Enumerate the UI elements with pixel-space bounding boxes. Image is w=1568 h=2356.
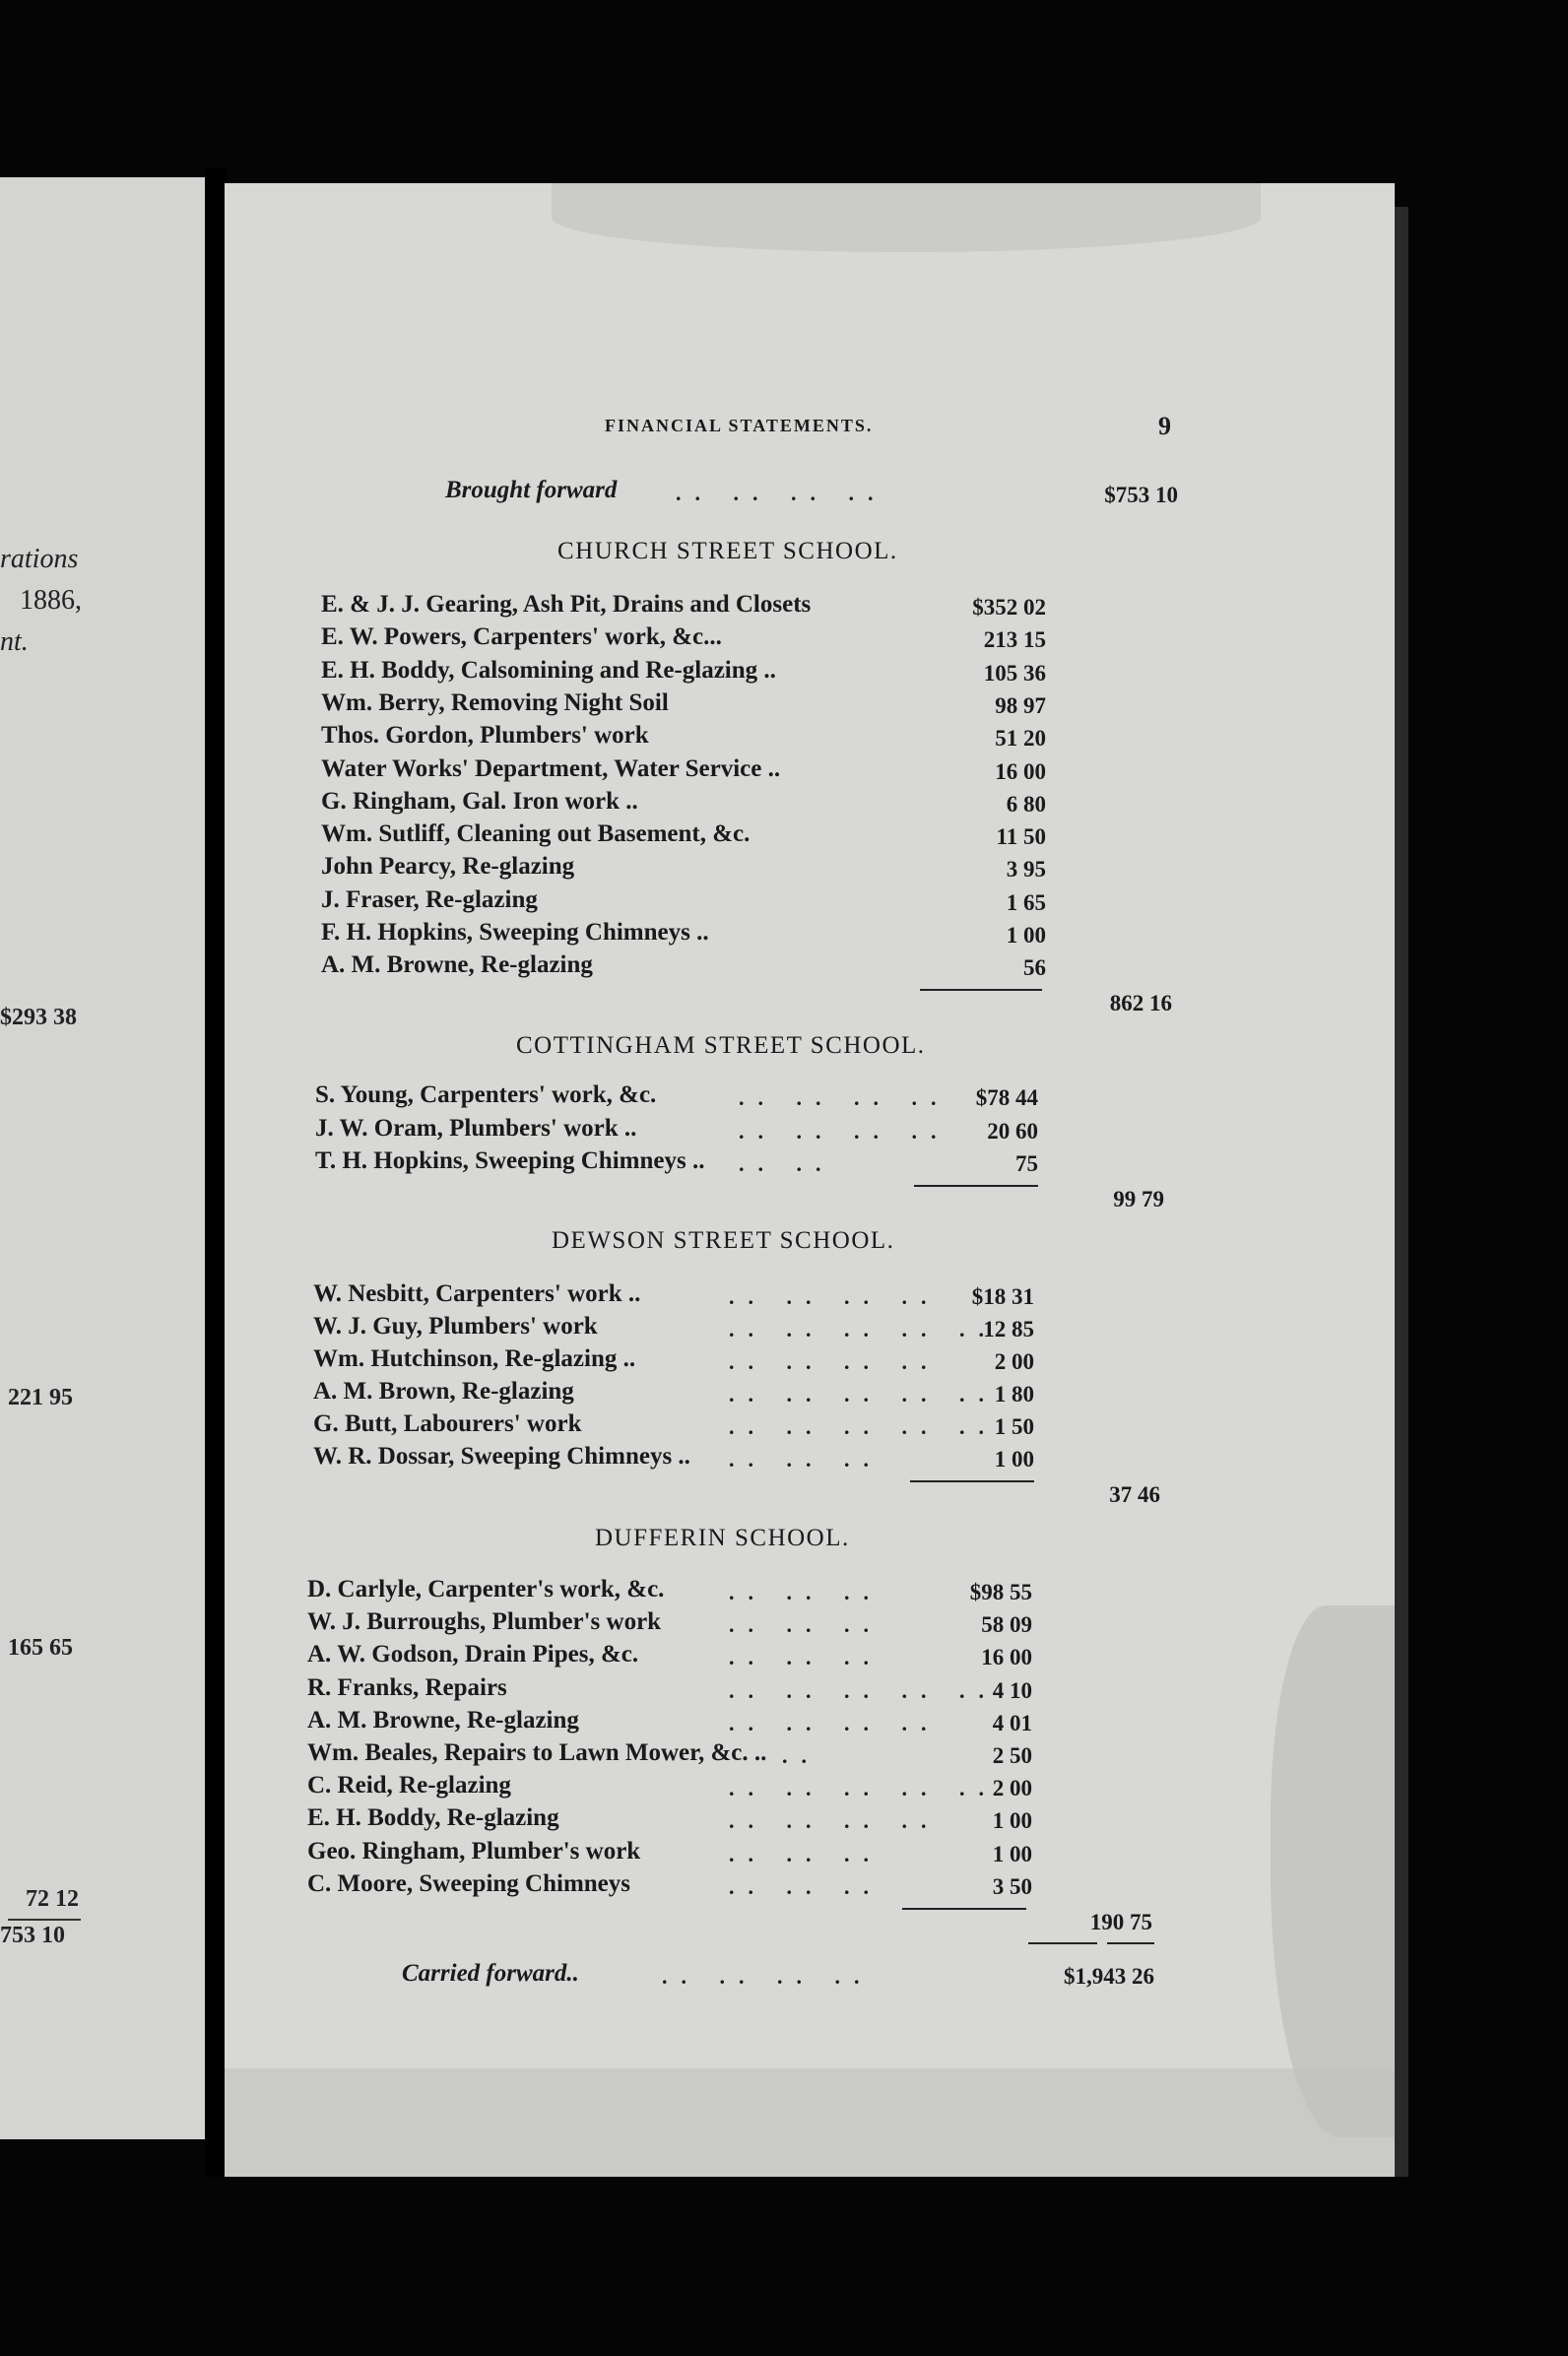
left-page-line: rations [0, 544, 79, 574]
entry-amount: 58 09 [981, 1612, 1032, 1638]
brought-forward-amount: $753 10 [1104, 483, 1178, 507]
leader-dots: .. .. .. .. .. [729, 1382, 998, 1407]
entry-description: A. W. Godson, Drain Pipes, &c. [307, 1641, 639, 1669]
entry-amount: 4 10 [992, 1677, 1032, 1703]
entry-amount: 20 60 [987, 1118, 1038, 1144]
entry-description: Wm. Berry, Removing Night Soil [321, 688, 669, 716]
carried-forward-label: Carried forward.. [402, 1960, 579, 1987]
entry-amount: 2 00 [992, 1776, 1032, 1801]
entry-amount: 4 01 [992, 1710, 1032, 1735]
entry-description: A. M. Browne, Re-glazing [307, 1706, 579, 1734]
page-gutter [205, 167, 227, 2177]
left-page-amount: 221 95 [8, 1385, 73, 1410]
subtotal-rule [910, 1480, 1034, 1482]
leader-dots: .. .. .. .. [729, 1284, 941, 1309]
entry-amount: 75 [1015, 1151, 1038, 1176]
entry-amount: 2 50 [992, 1743, 1032, 1768]
entry-description: G. Butt, Labourers' work [313, 1410, 582, 1437]
entry-description: J. Fraser, Re-glazing [321, 885, 538, 913]
previous-page-fragment [0, 177, 205, 2139]
entry-description: W. J. Guy, Plumbers' work [313, 1313, 598, 1340]
carried-forward-amount: $1,943 26 [1064, 1964, 1154, 1989]
entry-description: Wm. Hutchinson, Re-glazing .. [313, 1345, 636, 1372]
section-title: DUFFERIN SCHOOL. [595, 1525, 850, 1551]
paper-stain [1271, 1605, 1408, 2137]
entry-description: Thos. Gordon, Plumbers' work [321, 722, 649, 750]
leader-dots: .. .. .. .. .. [729, 1317, 998, 1342]
brought-forward-label: Brought forward [445, 477, 618, 503]
entry-amount: $352 02 [972, 595, 1046, 620]
entry-amount: $98 55 [969, 1580, 1032, 1604]
total-rule [1028, 1942, 1097, 1944]
entry-amount: 213 15 [983, 627, 1046, 653]
leader-dots: .. .. .. .. [739, 1118, 950, 1144]
paper-stain [552, 183, 1261, 252]
leader-dots: .. .. [739, 1151, 835, 1176]
entry-description: G. Ringham, Gal. Iron work .. [321, 787, 638, 815]
leader-dots: .. [782, 1743, 820, 1768]
entry-amount: 2 00 [994, 1349, 1034, 1374]
entry-description: Water Works' Department, Water Service .. [321, 754, 781, 782]
section-title: DEWSON STREET SCHOOL. [552, 1227, 895, 1254]
entry-amount: 56 [1023, 955, 1046, 981]
entry-amount: 1 80 [994, 1382, 1034, 1407]
entry-description: C. Moore, Sweeping Chimneys [307, 1869, 631, 1897]
leader-dots: .. .. .. .. [729, 1349, 941, 1374]
entry-description: E. H. Boddy, Calsomining and Re-glazing .. [321, 656, 776, 684]
entry-description: E. W. Powers, Carpenters' work, &c... [321, 623, 722, 651]
entry-description: S. Young, Carpenters' work, &c. [315, 1081, 657, 1108]
entry-amount: $78 44 [975, 1085, 1038, 1110]
entry-amount: 1 00 [992, 1808, 1032, 1834]
section-total: 862 16 [1109, 991, 1172, 1016]
left-page-amount: 72 12 [26, 1886, 79, 1912]
entry-amount: 1 50 [994, 1414, 1034, 1439]
leader-dots: .. .. .. .. [729, 1710, 941, 1735]
entry-description: Geo. Ringham, Plumber's work [307, 1837, 641, 1865]
leader-dots: .. .. .. .. [739, 1085, 950, 1110]
entry-amount: 1 65 [1006, 889, 1046, 915]
leader-dots: .. .. .. .. .. [729, 1776, 998, 1801]
entry-amount: $18 31 [971, 1284, 1034, 1309]
paper-stain [225, 2068, 1395, 2177]
entry-description: E. H. Boddy, Re-glazing [307, 1804, 559, 1832]
left-page-amount: 165 65 [8, 1635, 73, 1661]
entry-description: W. Nesbitt, Carpenters' work .. [313, 1280, 641, 1307]
entry-amount: 98 97 [995, 692, 1046, 718]
entry-description: F. H. Hopkins, Sweeping Chimneys .. [321, 919, 709, 946]
left-page-amount: 753 10 [0, 1923, 65, 1948]
subtotal-rule [902, 1908, 1026, 1910]
leader-dots: .. .. .. [729, 1873, 882, 1899]
entry-amount: 11 50 [996, 824, 1046, 850]
entry-description: D. Carlyle, Carpenter's work, &c. [307, 1576, 665, 1603]
entry-amount: 16 00 [995, 758, 1046, 784]
subtotal-rule [920, 989, 1042, 991]
entry-amount: 16 00 [981, 1645, 1032, 1670]
entry-description: W. J. Burroughs, Plumber's work [307, 1608, 662, 1636]
entry-amount: 1 00 [992, 1841, 1032, 1866]
section-total: 99 79 [1113, 1187, 1164, 1211]
entry-description: A. M. Brown, Re-glazing [313, 1378, 574, 1405]
leader-dots: .. .. .. .. [662, 1964, 874, 1989]
leader-dots: .. .. .. [729, 1612, 882, 1638]
entry-description: John Pearcy, Re-glazing [321, 853, 575, 881]
entry-description: A. M. Browne, Re-glazing [321, 951, 593, 979]
entry-description: W. R. Dossar, Sweeping Chimneys .. [313, 1443, 690, 1470]
entry-description: C. Reid, Re-glazing [307, 1772, 511, 1800]
left-page-amount: $293 38 [0, 1005, 77, 1030]
entry-amount: 3 50 [992, 1873, 1032, 1899]
section-title: COTTINGHAM STREET SCHOOL. [516, 1032, 926, 1059]
left-page-line: 1886, [20, 585, 82, 616]
leader-dots: .. .. .. [729, 1580, 882, 1604]
leader-dots: .. .. .. [729, 1645, 882, 1670]
entry-amount: 105 36 [983, 660, 1046, 686]
entry-amount: 1 00 [994, 1447, 1034, 1472]
entry-description: T. H. Hopkins, Sweeping Chimneys .. [315, 1147, 705, 1174]
leader-dots: .. .. .. .. [676, 481, 887, 505]
entry-amount: 6 80 [1006, 791, 1046, 817]
total-rule [1107, 1942, 1154, 1944]
section-total: 37 46 [1109, 1482, 1160, 1507]
entry-description: E. & J. J. Gearing, Ash Pit, Drains and Closets [321, 591, 812, 618]
entry-amount: 12 85 [983, 1317, 1034, 1342]
entry-description: Wm. Sutliff, Cleaning out Basement, &c. [321, 820, 751, 848]
entry-amount: 3 95 [1006, 857, 1046, 883]
entry-amount: 1 00 [1006, 923, 1046, 948]
entry-description: R. Franks, Repairs [307, 1673, 507, 1701]
leader-dots: .. .. .. [729, 1447, 882, 1472]
entry-description: J. W. Oram, Plumbers' work .. [315, 1114, 637, 1142]
leader-dots: .. .. .. .. .. [729, 1677, 998, 1703]
page-number: 9 [1158, 412, 1171, 440]
entry-amount: 51 20 [995, 726, 1046, 752]
page-edge [1395, 207, 1408, 2177]
leader-dots: .. .. .. .. .. [729, 1414, 998, 1439]
subtotal-rule [914, 1185, 1038, 1187]
left-page-line: nt. [0, 626, 29, 657]
leader-dots: .. .. .. .. [729, 1808, 941, 1834]
section-title: CHURCH STREET SCHOOL. [557, 538, 898, 564]
entry-description: Wm. Beales, Repairs to Lawn Mower, &c. .. [307, 1739, 767, 1766]
running-header: FINANCIAL STATEMENTS. [605, 416, 874, 435]
leader-dots: .. .. .. [729, 1841, 882, 1866]
left-page-rule [8, 1919, 81, 1921]
section-total: 190 75 [1089, 1909, 1152, 1934]
